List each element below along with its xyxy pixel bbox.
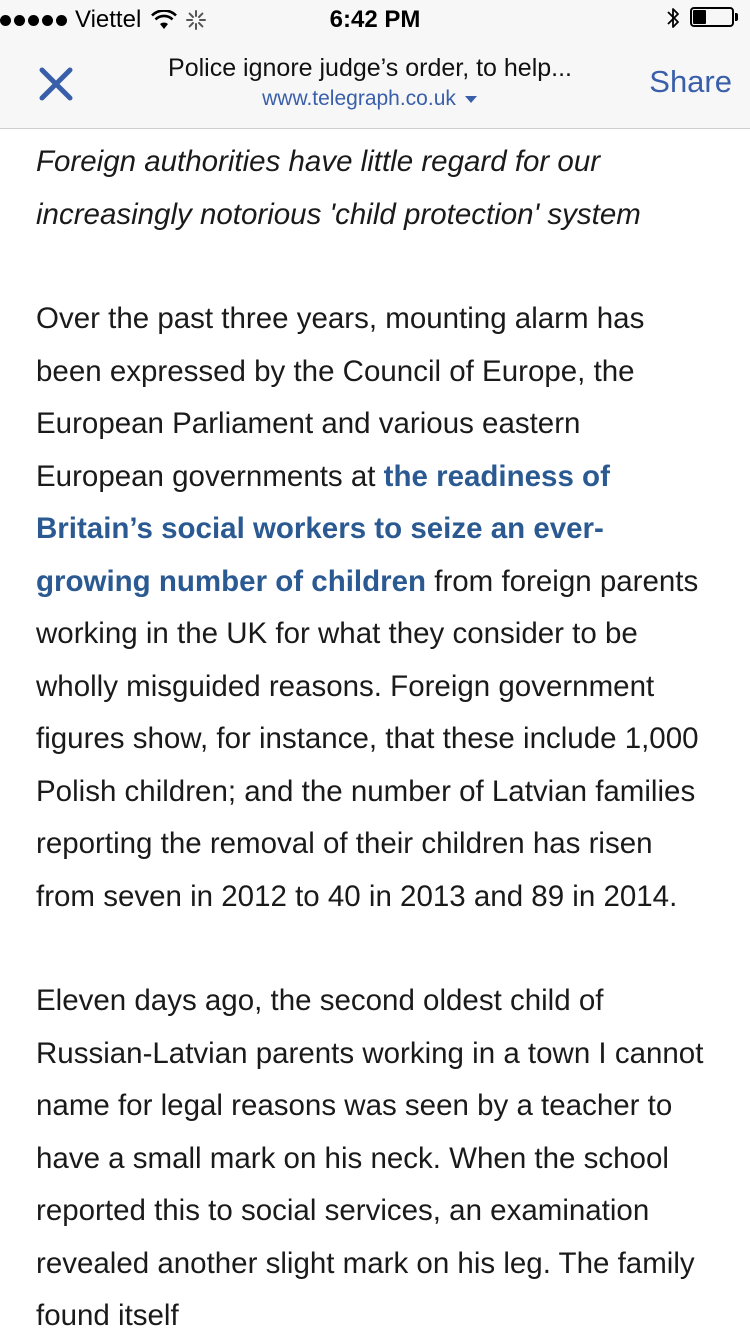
status-time: 6:42 PM	[329, 6, 421, 33]
bluetooth-icon	[666, 6, 680, 30]
status-bar	[0, 0, 750, 40]
chevron-down-icon	[464, 94, 478, 104]
url-dropdown[interactable]	[110, 87, 630, 111]
browser-nav-bar	[0, 40, 750, 129]
article-paragraph: Eleven days ago, the second oldest child of Russian-Latvian parents working in a town I cannot name for legal reasons was seen by a teacher to have a small mark on his neck. When the school reported this to social services, an examination revealed another slight mark on his leg. The family found itself	[36, 984, 704, 1332]
article-paragraph	[36, 293, 716, 923]
page-url: www.telegraph.co.uk	[262, 87, 456, 110]
article-body	[36, 136, 716, 1343]
status-right	[666, 6, 740, 30]
paragraph-text: from foreign parents working in the UK for what they consider to be wholly misguided reasons. Foreign government figures show, for instance, that these include 1,000 Polish children; and the number of Latvian families reporting the removal of their children has risen from seven in 2012 to 40 in 2013 and 89 in 2014.	[36, 564, 699, 913]
close-button[interactable]	[34, 62, 78, 106]
carrier-name: Viettel	[75, 6, 142, 33]
article-standfirst: Foreign authorities have little regard for our increasingly notorious 'child protection' system	[36, 145, 641, 231]
close-icon	[42, 70, 70, 98]
battery-icon	[690, 7, 740, 29]
paragraph-text: Over the past three years, mounting alarm has been expressed by the Council of Europe, the European Parliament and various eastern European governments at	[36, 302, 645, 493]
article-inline-link[interactable]: the readiness of Britain’s social workers to seize an ever-growing number of children	[36, 459, 610, 598]
page-title: Police ignore judge’s order, to help...	[168, 54, 572, 82]
page-title-area[interactable]	[110, 54, 630, 111]
share-button[interactable]: Share	[649, 64, 732, 99]
